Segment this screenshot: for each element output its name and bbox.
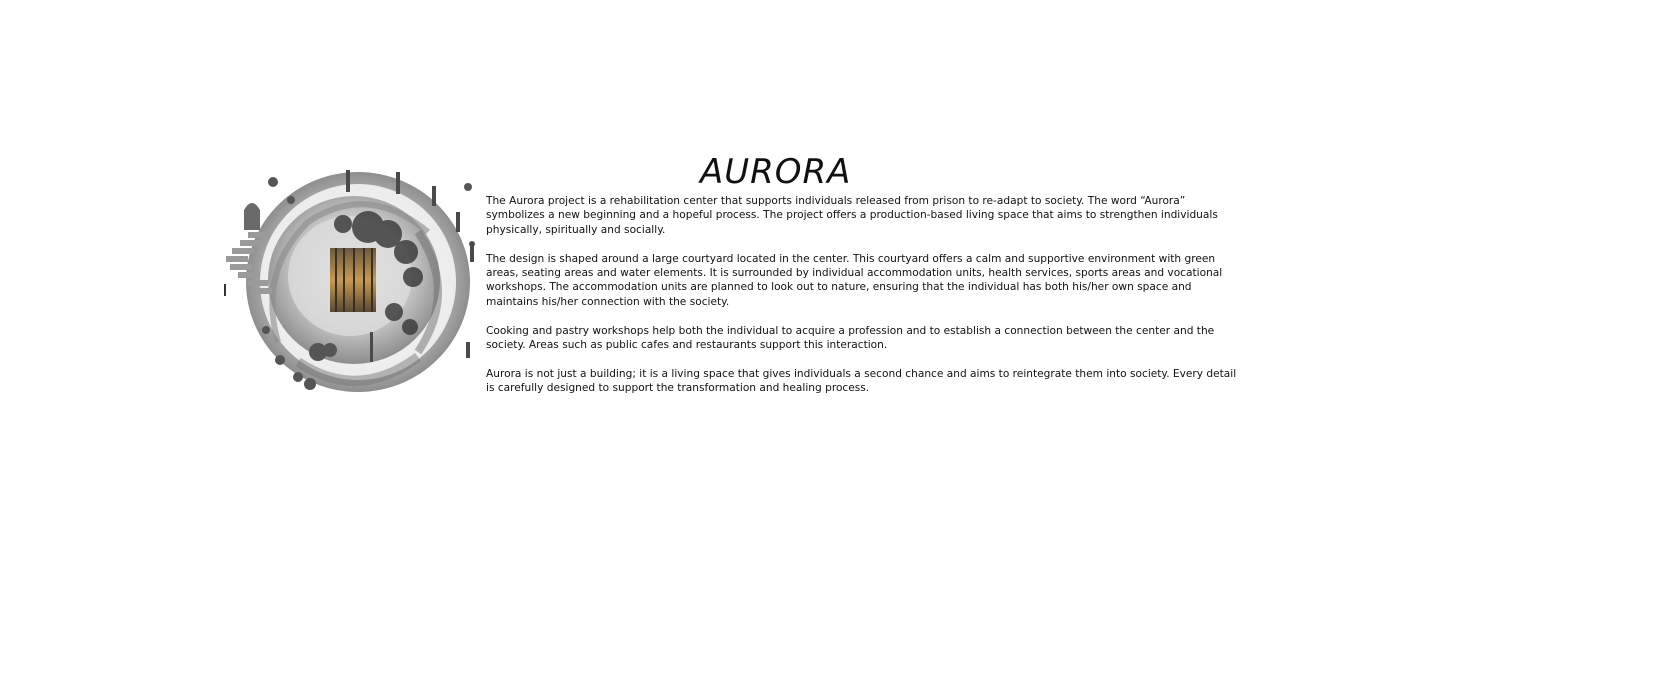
paragraph-intro: The Aurora project is a rehabilitation center that supports individuals released from prison to re-adapt to society. The word “Aurora” symbolizes a new beginning and a hopeful process. The project offers a production-based living space that aims to strengthen individuals physically, spiritually and socially. bbox=[486, 195, 1218, 236]
paragraph-conclusion: Aurora is not just a building; it is a living space that gives individuals a second chance and aims to reintegrate them into society. Every detail is carefully designed to support the transformation and healing process. bbox=[486, 367, 1237, 395]
document-title: AURORA bbox=[700, 152, 852, 192]
paragraph-design: The design is shaped around a large courtyard located in the center. This courtyard offers a calm and supportive environment with green areas, seating areas and water elements. It is surrounded by individual accommodation units, health services, sports areas and vocational workshops. The accommodation units are planned to look out to nature, ensuring that the individual has both his/her own space and maintains his/her connection with the society. bbox=[486, 252, 1223, 308]
document-body bbox=[486, 194, 1241, 410]
aurora-spiral-illustration bbox=[218, 152, 480, 410]
paragraph-workshops: Cooking and pastry workshops help both the individual to acquire a profession and to establish a connection between the center and the society. Areas such as public cafes and restaurants support this interaction. bbox=[486, 324, 1215, 352]
